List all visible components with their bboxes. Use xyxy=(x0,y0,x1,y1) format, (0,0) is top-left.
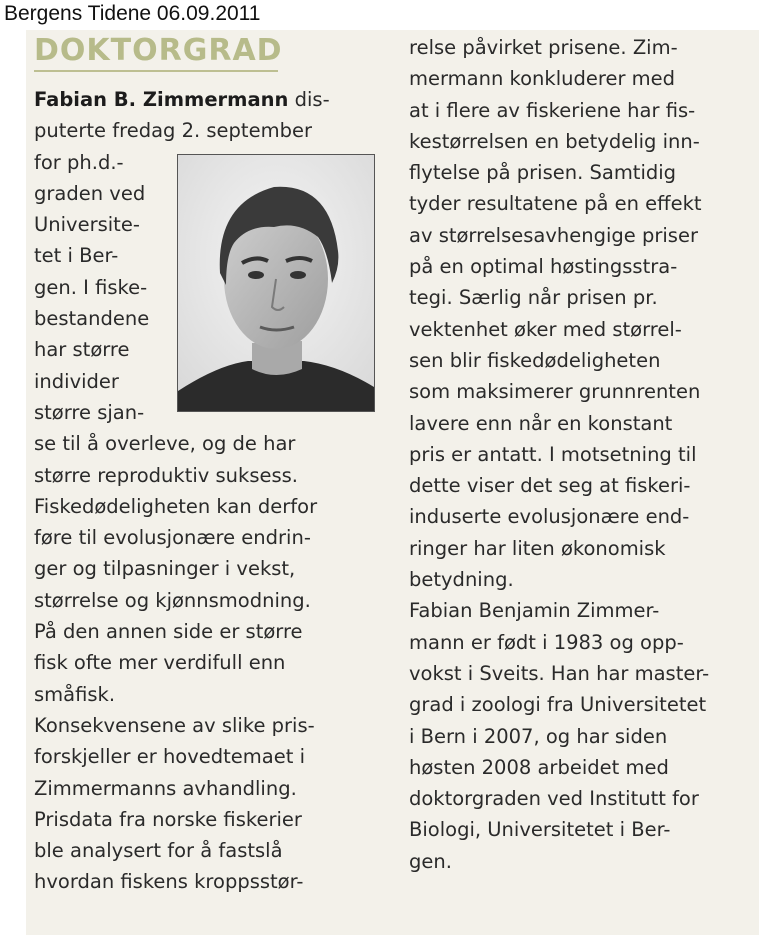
text-line: bestandene xyxy=(34,307,150,331)
text-line: vektenhet øker med størrel- xyxy=(409,317,682,341)
first-line xyxy=(34,84,330,115)
text-line: som maksimerer grunnrenten xyxy=(409,380,701,404)
text-line: forskjeller er hovedtemaet i xyxy=(34,745,305,769)
text-line: høsten 2008 arbeidet med xyxy=(409,755,669,779)
right-column xyxy=(409,32,709,877)
text-line: Universite- xyxy=(34,213,140,237)
text-line: Biologi, Universitetet i Ber- xyxy=(409,818,671,842)
text-line: grad i zoologi fra Universitetet xyxy=(409,693,707,717)
text-line: Fiskedødeligheten kan derfor xyxy=(34,494,318,518)
text-line: mann er født i 1983 og opp- xyxy=(409,630,684,654)
text-line: gen. I fiske- xyxy=(34,275,148,299)
text-line: se til å overleve, og de har xyxy=(34,432,296,456)
text-line: vokst i Sveits. Han har master- xyxy=(409,661,710,685)
text-line: mermann konkluderer med xyxy=(409,67,676,91)
text-line: pris er antatt. I motsetning til xyxy=(409,442,697,466)
text-line: doktorgraden ved Institutt for xyxy=(409,787,699,811)
text-line: individer xyxy=(34,369,119,393)
text-line: størrelse og kjønnsmodning. xyxy=(34,588,311,612)
text-line: relse påvirket prisene. Zim- xyxy=(409,36,678,59)
text-line: småfisk. xyxy=(34,682,116,706)
text-line: gen. xyxy=(409,849,452,873)
text-line: På den annen side er større xyxy=(34,620,303,644)
person-name: Fabian B. Zimmermann xyxy=(34,88,289,111)
text-line: Zimmermanns avhandling. xyxy=(34,776,297,800)
text-line: puterte fredag 2. september xyxy=(34,119,312,143)
text-line: har større xyxy=(34,338,130,362)
text-line: dette viser det seg at fiskeri- xyxy=(409,474,691,498)
text-line: at i flere av fiskeriene har fis- xyxy=(409,98,696,122)
text-line: kestørrelsen en betydelig inn- xyxy=(409,129,700,153)
text-line: Prisdata fra norske fiskerier xyxy=(34,807,302,831)
heading-underline xyxy=(34,70,278,72)
text-line: tyder resultatene på en effekt xyxy=(409,192,702,216)
text-line: føre til evolusjonære endrin- xyxy=(34,526,311,550)
text-line: hvordan fiskens kroppsstør- xyxy=(34,870,304,894)
text-line: tegi. Særlig når prisen pr. xyxy=(409,286,658,310)
text-line: større sjan- xyxy=(34,400,145,424)
text-line: graden ved xyxy=(34,181,146,205)
source-line: Bergens Tidene 06.09.2011 xyxy=(4,2,261,25)
text-line: av størrelsesavhengige priser xyxy=(409,223,698,247)
text-line: ringer har liten økonomisk xyxy=(409,536,666,560)
text-line: på en optimal høstingsstra- xyxy=(409,255,678,279)
text-line: lavere enn når en konstant xyxy=(409,411,673,435)
text-line: Fabian Benjamin Zimmer- xyxy=(409,599,660,623)
text-line: for ph.d.- xyxy=(34,150,124,174)
text-line: ble analysert for å fastslå xyxy=(34,839,283,863)
text-line: i Bern i 2007, og har siden xyxy=(409,724,668,748)
text-line: flytelse på prisen. Samtidig xyxy=(409,161,677,185)
text-line: betydning. xyxy=(409,568,514,592)
page-title: DOKTORGRAD xyxy=(34,33,283,68)
portrait-photo xyxy=(177,154,375,412)
text-line: fisk ofte mer verdifull enn xyxy=(34,651,286,675)
text-line: dis- xyxy=(288,88,330,111)
text-line: induserte evolusjonære end- xyxy=(409,505,690,529)
text-line: Konsekvensene av slike pris- xyxy=(34,713,315,737)
text-line: ger og tilpasninger i vekst, xyxy=(34,557,296,581)
text-line: sen blir fiskedødeligheten xyxy=(409,348,661,372)
text-line: tet i Ber- xyxy=(34,244,119,268)
portrait-image xyxy=(178,155,374,411)
text-line: større reproduktiv suksess. xyxy=(34,463,298,487)
